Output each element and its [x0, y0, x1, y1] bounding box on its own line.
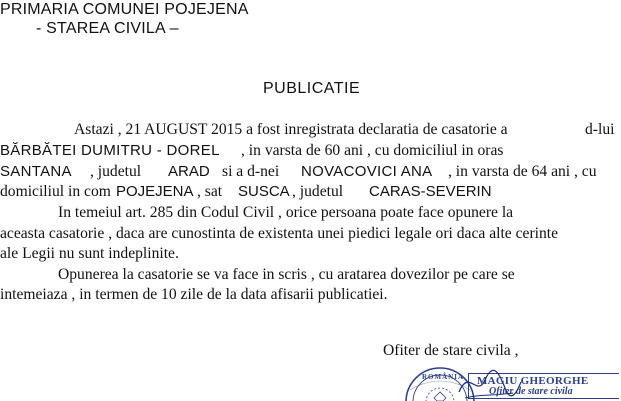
paragraph1-line1-end: d-lui [585, 121, 615, 138]
stamp-officer-name: MAGIU GHEORGHE [477, 375, 589, 387]
paragraph1-line1: Astazi , 21 AUGUST 2015 a fost inregistrata declaratia de casatorie a [74, 121, 508, 138]
paragraph2-line3: ale Legii nu sunt indeplinite. [0, 245, 179, 262]
signature-role: Ofiter de stare civila , [383, 342, 519, 359]
paragraph1-line3-county-label: , judetul [90, 163, 142, 180]
paragraph2-line1: In temeiul art. 285 din Codul Civil , orice persoana poate face opunere la [58, 204, 514, 221]
paragraph3-line1: Opunerea la casatorie se va face in scris , cu aratarea dovezilor pe care se [58, 266, 515, 283]
paragraph1-line4-village-label: , sat [197, 183, 223, 200]
paragraph2-line2: aceasta casatorie , daca are cunostinta de existenta unei piedici legale ori daca alte cerinte [0, 225, 559, 242]
bride-county: CARAS-SEVERIN [369, 183, 492, 200]
paragraph1-line4-county-label: , judetul [292, 183, 344, 200]
stamp-officer-role: Ofiter de stare civila [489, 386, 573, 397]
paragraph1-line4-domicile: domiciliul in com [0, 183, 111, 200]
svg-text:ROMÂNIA: ROMÂNIA [422, 373, 464, 381]
paragraph1-line3-and-mrs: si a d-nei [222, 163, 280, 180]
institution-name: PRIMARIA COMUNEI POJEJENA [0, 1, 249, 18]
department-name: - STAREA CIVILA – [36, 20, 179, 37]
groom-town: SANTANA [0, 163, 72, 180]
handwritten-signature [455, 362, 525, 401]
bride-name: NOVACOVICI ANA [301, 163, 433, 180]
paragraph3-line2: intemeiaza , in termen de 10 zile de la data afisarii publicatiei. [0, 286, 388, 303]
document-title: PUBLICATIE [263, 80, 361, 97]
groom-county: ARAD [168, 163, 210, 180]
paragraph1-line3-age: , in varsta de 64 ani , cu [448, 163, 597, 180]
bride-village: SUSCA [238, 183, 290, 200]
groom-name: BĂRBĂTEI DUMITRU - DOREL [0, 142, 220, 159]
bride-commune: POJEJENA [116, 183, 194, 200]
paragraph1-line2: , in varsta de 60 ani , cu domiciliul in oras [241, 142, 504, 159]
